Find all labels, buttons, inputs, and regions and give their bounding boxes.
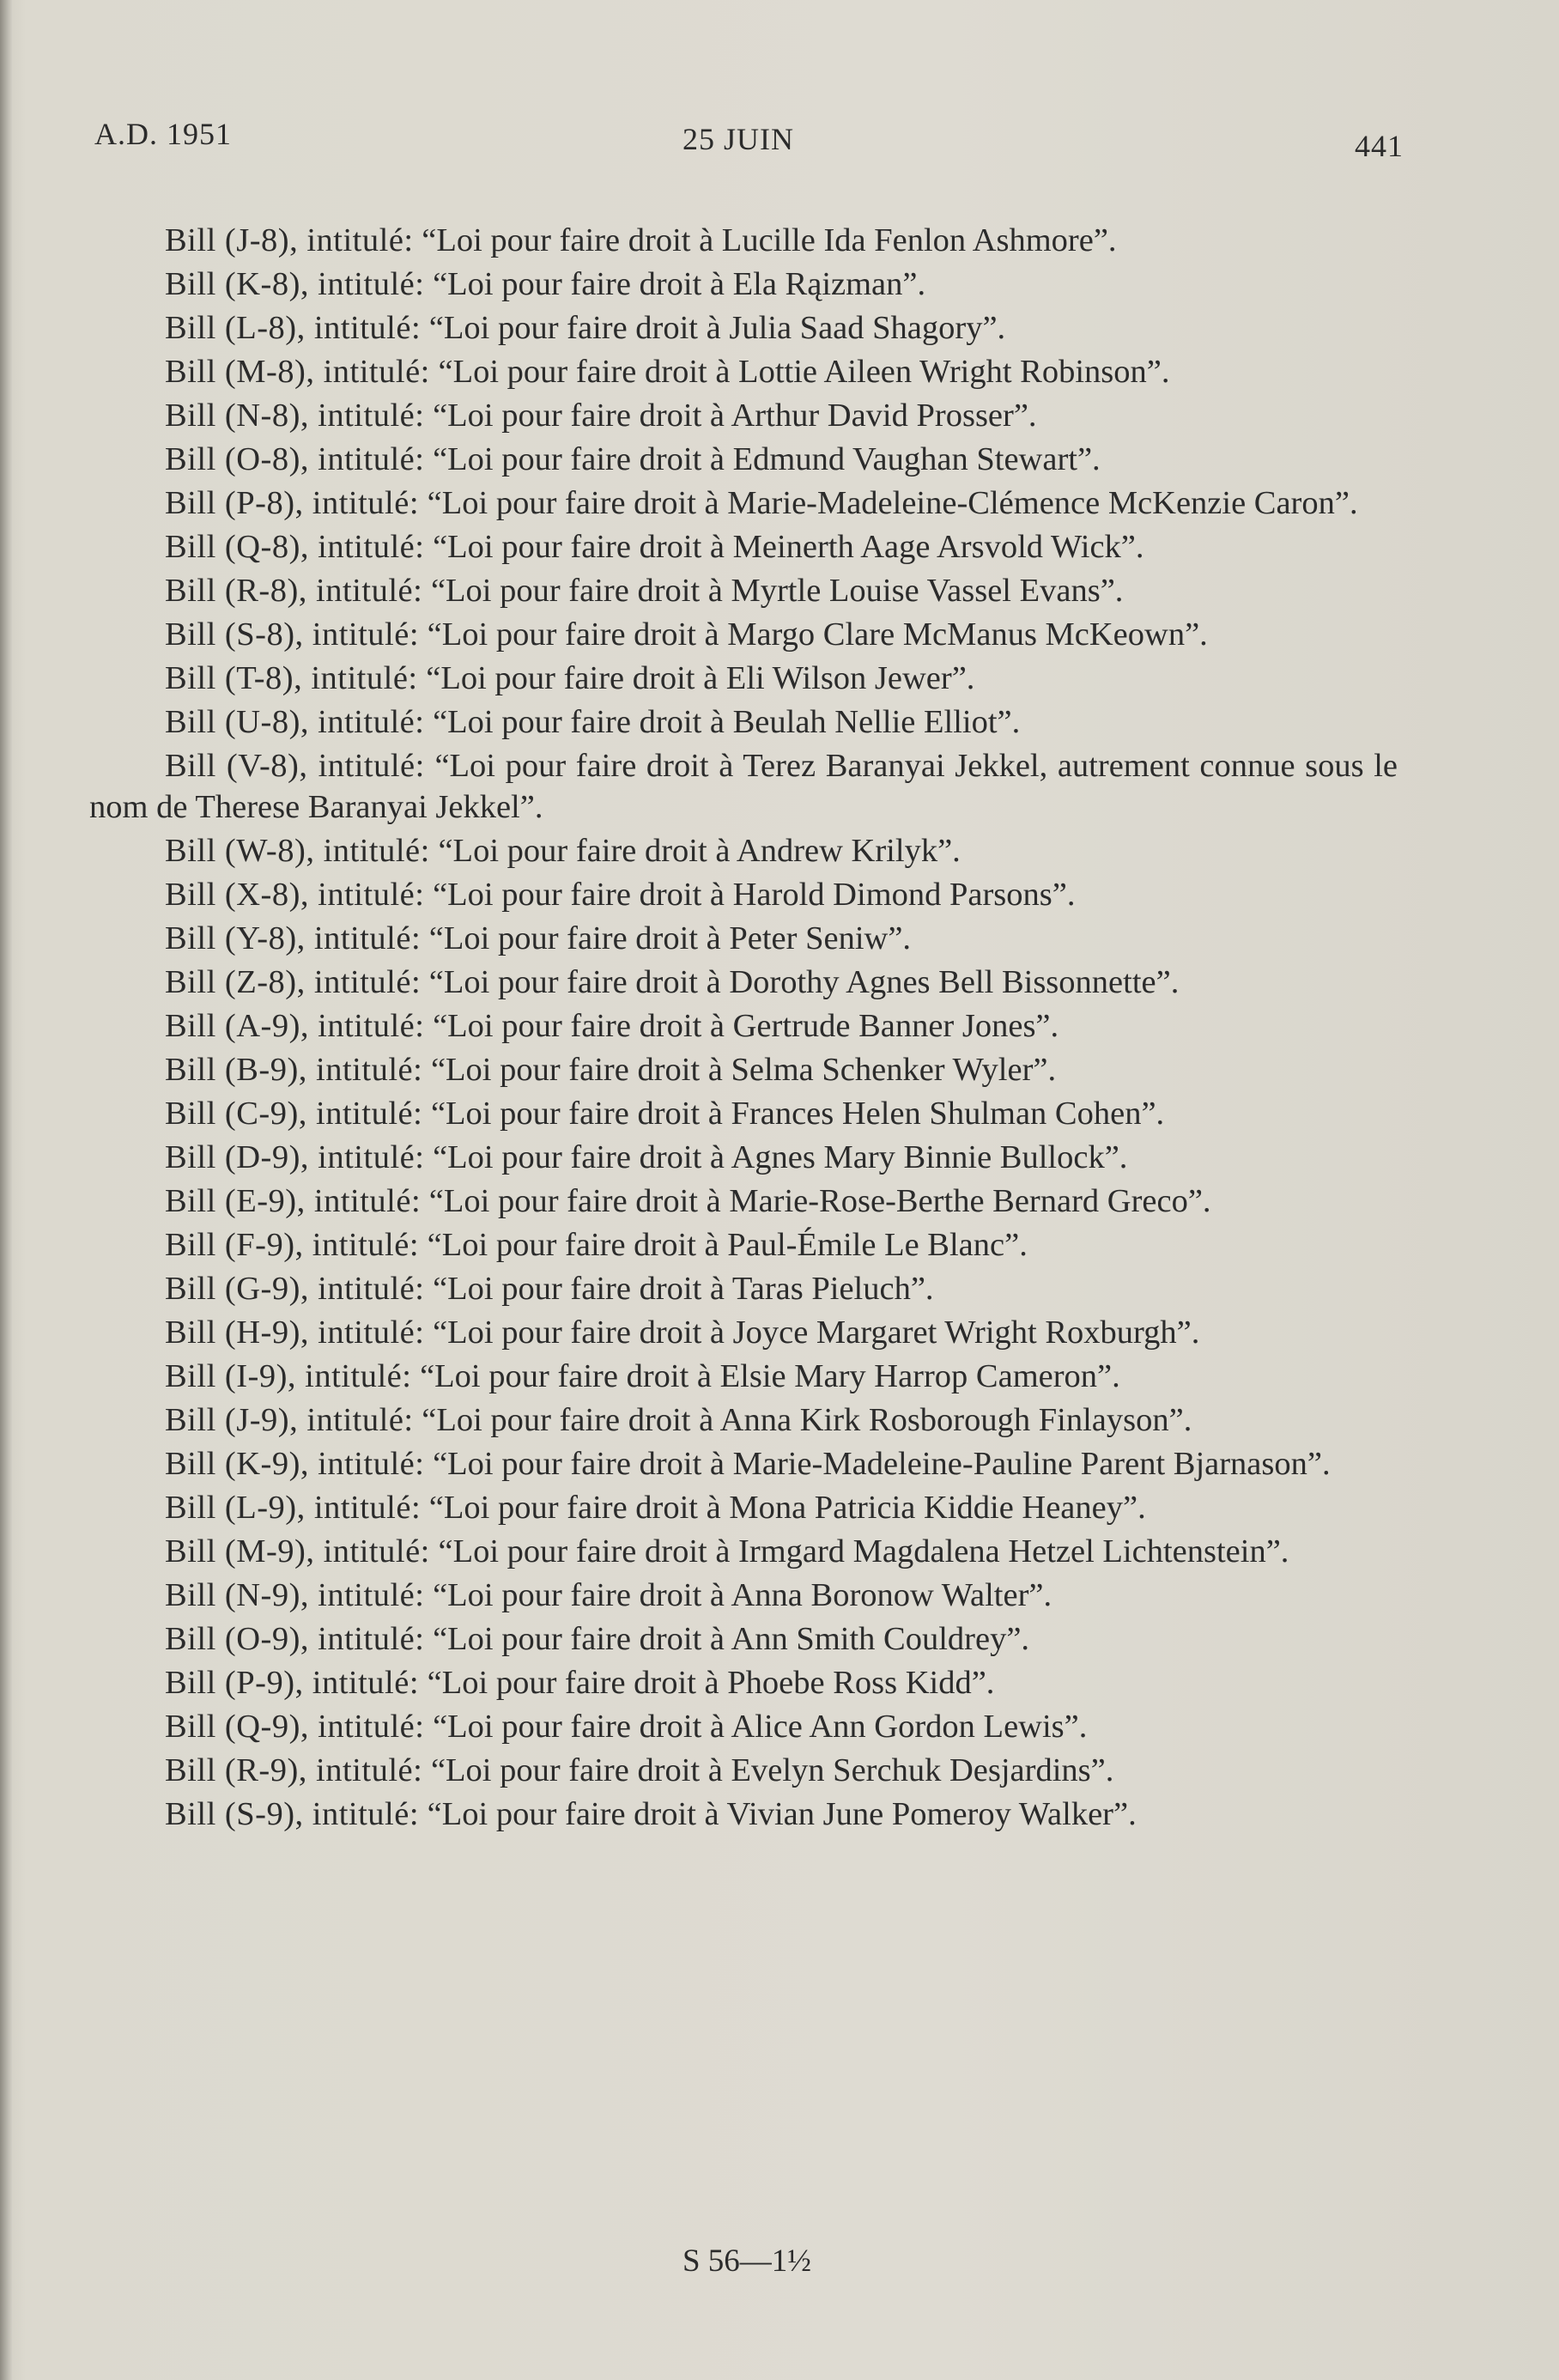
bill-entry <box>89 351 1398 392</box>
bill-entry <box>89 874 1398 915</box>
bill-title: “Loi pour faire droit à Terez Baranyai Jekkel, autrement connue sous le nom de Therese Baranyai Jekkel”. <box>89 748 1398 825</box>
bill-title: “Loi pour faire droit à Edmund Vaughan Stewart”. <box>433 441 1101 477</box>
bill-designation: Bill (E-9), intitulé: <box>165 1183 422 1219</box>
bill-title: “Loi pour faire droit à Mona Patricia Kiddie Heaney”. <box>428 1490 1146 1526</box>
bill-title: “Loi pour faire droit à Andrew Krilyk”. <box>438 833 961 869</box>
bill-designation: Bill (Q-9), intitulé: <box>165 1709 425 1745</box>
bill-designation: Bill (W-8), intitulé: <box>165 833 430 869</box>
bill-title: “Loi pour faire droit à Gertrude Banner Jones”. <box>433 1008 1059 1044</box>
bill-entry <box>89 701 1398 743</box>
bill-title: “Loi pour faire droit à Vivian June Pomeroy Walker”. <box>427 1796 1137 1832</box>
page-header <box>94 116 1404 167</box>
bill-entry <box>89 307 1398 349</box>
bill-entry <box>89 264 1398 305</box>
bill-entry <box>89 1794 1398 1835</box>
bill-entry <box>89 1706 1398 1747</box>
bill-entry <box>89 614 1398 655</box>
bill-entry <box>89 526 1398 568</box>
bill-title: “Loi pour faire droit à Dorothy Agnes Bell Bissonnette”. <box>428 964 1180 1000</box>
bill-entry <box>89 1443 1398 1484</box>
binding-edge <box>0 0 12 2380</box>
bill-entry <box>89 1399 1398 1441</box>
bill-designation: Bill (L-9), intitulé: <box>165 1490 422 1526</box>
bill-entry <box>89 1224 1398 1266</box>
bill-title: “Loi pour faire droit à Lucille Ida Fenlon Ashmore”. <box>422 222 1117 258</box>
bill-designation: Bill (M-9), intitulé: <box>165 1533 430 1569</box>
bill-title: “Loi pour faire droit à Meinerth Aage Arsvold Wick”. <box>433 529 1144 565</box>
bill-title: “Loi pour faire droit à Anna Boronow Walter”. <box>433 1577 1052 1613</box>
bill-designation: Bill (J-9), intitulé: <box>165 1402 414 1438</box>
bill-entry <box>89 1575 1398 1616</box>
bill-designation: Bill (X-8), intitulé: <box>165 877 425 913</box>
bill-designation: Bill (Y-8), intitulé: <box>165 920 422 956</box>
bill-entry <box>89 1356 1398 1397</box>
bill-designation: Bill (P-9), intitulé: <box>165 1665 420 1701</box>
bill-designation: Bill (S-8), intitulé: <box>165 616 420 653</box>
bill-designation: Bill (L-8), intitulé: <box>165 310 422 346</box>
bill-title: “Loi pour faire droit à Irmgard Magdalena Hetzel Lichtenstein”. <box>438 1533 1289 1569</box>
bill-designation: Bill (H-9), intitulé: <box>165 1314 425 1351</box>
bill-title: “Loi pour faire droit à Julia Saad Shagory”. <box>428 310 1006 346</box>
bill-designation: Bill (D-9), intitulé: <box>165 1139 425 1175</box>
bill-entry <box>89 918 1398 959</box>
bill-designation: Bill (U-8), intitulé: <box>165 704 425 740</box>
bill-entry <box>89 1750 1398 1791</box>
bill-title: “Loi pour faire droit à Ela Rąizman”. <box>433 266 926 302</box>
page-number: 441 <box>1355 129 1404 163</box>
bill-designation: Bill (I-9), intitulé: <box>165 1358 412 1394</box>
bill-designation: Bill (K-9), intitulé: <box>165 1446 425 1482</box>
signature-mark: S 56—1½ <box>682 2243 812 2279</box>
bill-designation: Bill (Q-8), intitulé: <box>165 529 425 565</box>
bill-title: “Loi pour faire droit à Harold Dimond Parsons”. <box>433 877 1076 913</box>
bill-designation: Bill (R-8), intitulé: <box>165 573 423 609</box>
bill-designation: Bill (A-9), intitulé: <box>165 1008 425 1044</box>
bill-entry <box>89 1137 1398 1178</box>
bill-title: “Loi pour faire droit à Beulah Nellie Elliot”. <box>433 704 1021 740</box>
bill-entry <box>89 962 1398 1003</box>
bill-title: “Loi pour faire droit à Alice Ann Gordon Lewis”. <box>433 1709 1088 1745</box>
bill-entry <box>89 1049 1398 1090</box>
header-year: A.D. 1951 <box>94 117 232 151</box>
bill-title: “Loi pour faire droit à Margo Clare McManus McKeown”. <box>427 616 1208 653</box>
bill-designation: Bill (O-9), intitulé: <box>165 1621 425 1657</box>
header-date: 25 JUIN <box>682 122 794 156</box>
bill-entry <box>89 1531 1398 1572</box>
bill-entry <box>89 830 1398 871</box>
bill-designation: Bill (K-8), intitulé: <box>165 266 425 302</box>
bill-title: “Loi pour faire droit à Phoebe Ross Kidd”. <box>427 1665 995 1701</box>
bill-entry <box>89 1312 1398 1353</box>
bill-designation: Bill (S-9), intitulé: <box>165 1796 420 1832</box>
bill-title: “Loi pour faire droit à Eli Wilson Jewer”. <box>426 660 975 696</box>
bill-entry <box>89 1093 1398 1134</box>
bill-designation: Bill (N-8), intitulé: <box>165 398 425 434</box>
bill-entry <box>89 1268 1398 1309</box>
bill-entry <box>89 1618 1398 1660</box>
bill-title: “Loi pour faire droit à Myrtle Louise Vassel Evans”. <box>430 573 1124 609</box>
bill-designation: Bill (R-9), intitulé: <box>165 1752 423 1788</box>
bill-designation: Bill (T-8), intitulé: <box>165 660 418 696</box>
bill-title: “Loi pour faire droit à Elsie Mary Harrop Cameron”. <box>420 1358 1120 1394</box>
bill-title: “Loi pour faire droit à Selma Schenker Wyler”. <box>430 1052 1057 1088</box>
bill-title: “Loi pour faire droit à Marie-Madeleine-Clémence McKenzie Caron”. <box>427 485 1358 521</box>
bill-designation: Bill (F-9), intitulé: <box>165 1227 420 1263</box>
bill-designation: Bill (J-8), intitulé: <box>165 222 414 258</box>
bill-title: “Loi pour faire droit à Paul-Émile Le Blanc”. <box>427 1227 1028 1263</box>
bill-designation: Bill (O-8), intitulé: <box>165 441 425 477</box>
bill-entry <box>89 220 1398 261</box>
bill-designation: Bill (G-9), intitulé: <box>165 1271 425 1307</box>
bill-entry <box>89 1487 1398 1528</box>
bill-designation: Bill (C-9), intitulé: <box>165 1096 423 1132</box>
bill-title: “Loi pour faire droit à Marie-Rose-Berthe Bernard Greco”. <box>428 1183 1211 1219</box>
bill-entry <box>89 1181 1398 1222</box>
bill-designation: Bill (Z-8), intitulé: <box>165 964 422 1000</box>
bill-designation: Bill (M-8), intitulé: <box>165 354 430 390</box>
bill-designation: Bill (N-9), intitulé: <box>165 1577 425 1613</box>
bill-entry <box>89 658 1398 699</box>
bill-entry <box>89 439 1398 480</box>
bill-list <box>89 220 1398 1837</box>
bill-title: “Loi pour faire droit à Marie-Madeleine-Pauline Parent Bjarnason”. <box>433 1446 1331 1482</box>
bill-title: “Loi pour faire droit à Anna Kirk Rosborough Finlayson”. <box>422 1402 1192 1438</box>
bill-entry <box>89 1662 1398 1703</box>
bill-designation: Bill (P-8), intitulé: <box>165 485 420 521</box>
bill-title: “Loi pour faire droit à Frances Helen Shulman Cohen”. <box>430 1096 1165 1132</box>
bill-title: “Loi pour faire droit à Evelyn Serchuk Desjardins”. <box>430 1752 1114 1788</box>
bill-title: “Loi pour faire droit à Arthur David Prosser”. <box>433 398 1037 434</box>
bill-entry <box>89 1005 1398 1047</box>
bill-title: “Loi pour faire droit à Taras Pieluch”. <box>433 1271 934 1307</box>
bill-designation: Bill (V-8), intitulé: <box>165 748 425 784</box>
bill-title: “Loi pour faire droit à Joyce Margaret Wright Roxburgh”. <box>433 1314 1200 1351</box>
bill-title: “Loi pour faire droit à Agnes Mary Binnie Bullock”. <box>433 1139 1128 1175</box>
bill-entry <box>89 395 1398 436</box>
bill-entry <box>89 745 1398 828</box>
bill-title: “Loi pour faire droit à Peter Seniw”. <box>428 920 912 956</box>
bill-designation: Bill (B-9), intitulé: <box>165 1052 423 1088</box>
bill-entry <box>89 483 1398 524</box>
bill-title: “Loi pour faire droit à Ann Smith Couldrey”. <box>433 1621 1030 1657</box>
bill-entry <box>89 570 1398 611</box>
bill-title: “Loi pour faire droit à Lottie Aileen Wright Robinson”. <box>438 354 1170 390</box>
